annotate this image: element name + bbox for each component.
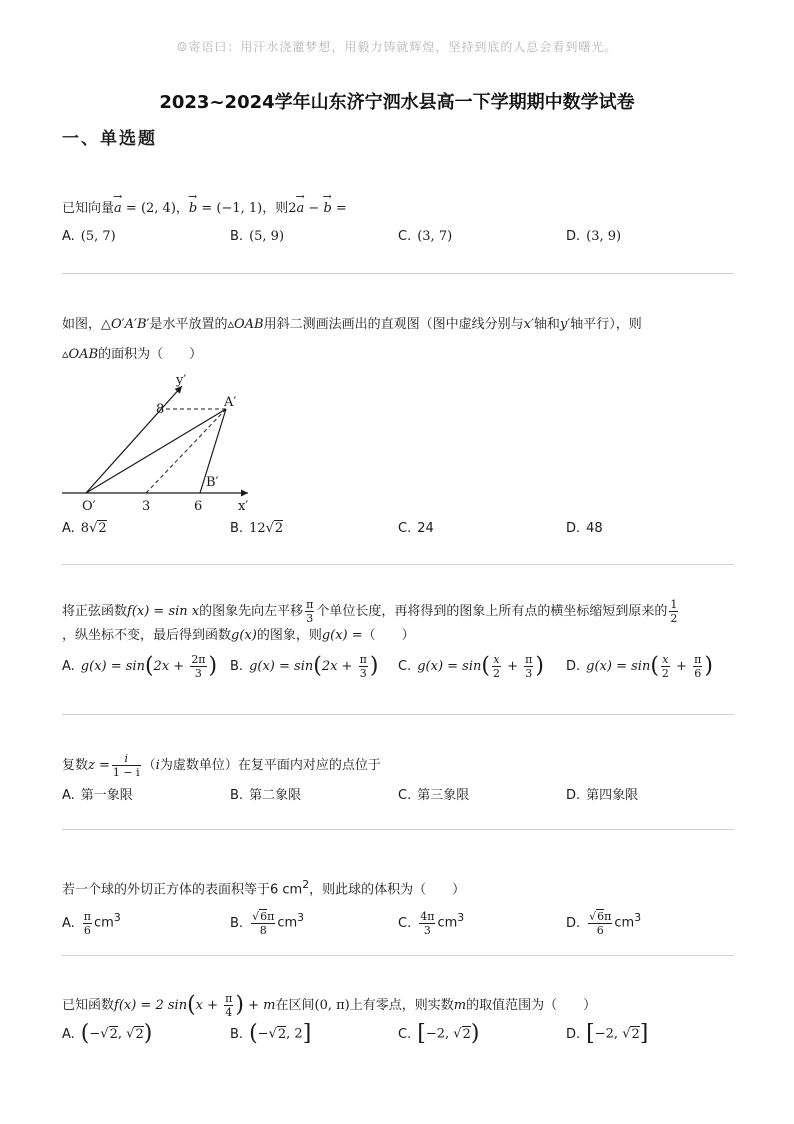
question-5-stem: 若一个球的外切正方体的表面积等于6 $cm^2$，则此球的体积为（ ） xyxy=(62,878,466,898)
question-1 xyxy=(62,198,734,254)
option-b[interactable]: B. 第二象限 xyxy=(230,788,302,803)
document-title: 2023~2024学年山东济宁泗水县高一下学期期中数学试卷 xyxy=(159,92,635,113)
question-divider xyxy=(62,273,734,274)
question-2-stem-line1: 如图，△O′A′B′是水平放置的▵OAB用斜二测画法画出的直观图（图中虚线分别与x′轴和y′轴平行），则 xyxy=(62,317,642,332)
question-2 xyxy=(62,314,734,366)
option-d[interactable]: D. g(x) = sin( $\frac{x}{2}$ + $\frac{\pi}{6}$ ) xyxy=(566,653,713,680)
option-b[interactable]: B. (5, 9) xyxy=(230,229,285,244)
shift-fraction: $\frac{\pi}{3}$ xyxy=(306,598,314,625)
question-3-options xyxy=(62,653,734,689)
option-c[interactable]: C. (3, 7) xyxy=(398,229,453,244)
question-6 xyxy=(62,992,734,1051)
tick-label-8: 8 xyxy=(156,402,165,417)
question-divider xyxy=(62,829,734,830)
option-a[interactable]: A. 第一象限 xyxy=(62,788,133,803)
question-5 xyxy=(62,874,734,943)
option-a[interactable]: A. (5, 7) xyxy=(62,229,116,244)
question-1-stem: 已知向量→ a = (2, 4)，→ b = (−1, 1)，则2→ a − → b = xyxy=(62,198,734,220)
option-b[interactable]: B. g(x) = sin(2x + $\frac{\pi}{3}$ ) xyxy=(230,653,379,680)
question-3 xyxy=(62,598,734,689)
option-b[interactable]: B. (−√2, 2] xyxy=(230,1021,312,1046)
option-d[interactable]: D. 48 xyxy=(566,521,603,536)
option-d[interactable]: D. (3, 9) xyxy=(566,229,622,244)
question-2-stem-line2: ▵OAB的面积为（ ） xyxy=(62,347,203,362)
question-3-stem-line1: 将正弦函数f(x) = sin x的图象先向左平移 $\frac{\pi}{3}$ 个单位长度，再将得到的图象上所有点的横坐标缩短到原来的 $\frac{1}{2}$ xyxy=(62,598,678,625)
segment-o-a xyxy=(86,409,226,493)
question-3-stem-line2: ，纵坐标不变，最后得到函数g(x)的图象，则g(x) =（ ） xyxy=(62,628,415,643)
question-1-options xyxy=(62,226,734,254)
tick-label-3: 3 xyxy=(142,499,151,514)
question-4-stem: 复数z = $\frac{i}{1 - i}$ （i为虚数单位）在复平面内对应的点位于 xyxy=(62,752,381,779)
question-2-options xyxy=(62,518,734,546)
option-d[interactable]: D. $\frac{√6\pi}{6}$ $cm^3$ xyxy=(566,909,642,937)
option-a[interactable]: A. 8√2 xyxy=(62,521,107,536)
y-axis-label: y′ xyxy=(176,373,187,388)
question-5-options xyxy=(62,907,734,943)
option-b[interactable]: B. 12√2 xyxy=(230,521,284,536)
x-axis-label: x′ xyxy=(238,499,249,514)
question-4 xyxy=(62,752,734,813)
option-d[interactable]: D. [−2, √2] xyxy=(566,1021,649,1046)
question-4-options xyxy=(62,785,734,813)
question-divider xyxy=(62,564,734,565)
option-c[interactable]: C. [−2, √2) xyxy=(398,1021,480,1046)
y-axis-line xyxy=(86,386,182,493)
option-c[interactable]: C. 24 xyxy=(398,521,434,536)
section-title: 一、单选题 xyxy=(62,129,157,149)
question-2-options-wrap xyxy=(62,518,734,546)
question-6-stem: 已知函数f(x) = 2 sin(x + $\frac{\pi}{4}$ ) + m在区间(0, π)上有零点，则实数m的取值范围为（ ） xyxy=(62,992,597,1019)
option-a[interactable]: A. $\frac{\pi}{6}$ $cm^3$ xyxy=(62,909,121,937)
option-c[interactable]: C. 第三象限 xyxy=(398,788,470,803)
option-c[interactable]: C. $\frac{4\pi}{3}$ $cm^3$ xyxy=(398,909,465,937)
option-a[interactable]: A. (−√2, √2) xyxy=(62,1021,153,1046)
point-a-label: A′ xyxy=(224,395,237,410)
question-divider xyxy=(62,955,734,956)
option-c[interactable]: C. g(x) = sin( $\frac{x}{2}$ + $\frac{\pi}{3}$ ) xyxy=(398,653,544,680)
half-fraction: $\frac{1}{2}$ xyxy=(670,598,678,625)
option-b[interactable]: B. $\frac{√6\pi}{8}$ $cm^3$ xyxy=(230,909,305,937)
origin-label: O′ xyxy=(82,499,96,514)
point-b-label: B′ xyxy=(206,475,219,490)
oblique-diagram xyxy=(62,370,262,518)
question-divider xyxy=(62,714,734,715)
tick-label-6: 6 xyxy=(194,499,203,514)
option-d[interactable]: D. 第四象限 xyxy=(566,788,639,803)
page-motto: ☺寄语曰：用汗水浇灌梦想，用毅力铸就辉煌，坚持到底的人总会看到曙光。 xyxy=(176,40,618,54)
question-6-options xyxy=(62,1023,734,1051)
option-a[interactable]: A. g(x) = sin(2x + $\frac{2\pi}{3}$ ) xyxy=(62,653,218,680)
